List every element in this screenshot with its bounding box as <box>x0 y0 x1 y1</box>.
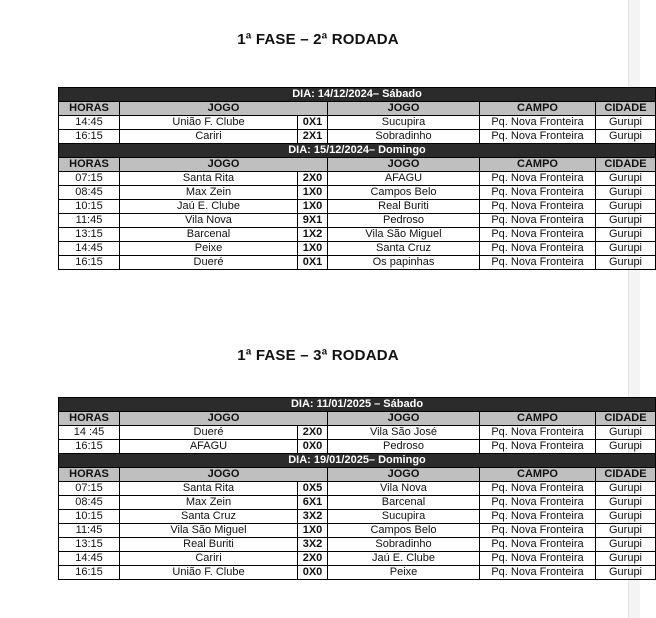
header-campo: CAMPO <box>480 468 596 482</box>
day-header-row <box>59 454 656 468</box>
game-time: 11:45 <box>59 524 120 538</box>
game-score: 1X0 <box>298 524 328 538</box>
game-row <box>59 510 656 524</box>
game-row <box>59 524 656 538</box>
game-row <box>59 426 656 440</box>
game-time: 14:45 <box>59 116 120 130</box>
header-cidade: CIDADE <box>596 102 656 116</box>
header-campo: CAMPO <box>480 158 596 172</box>
game-field: Pq. Nova Fronteira <box>480 228 596 242</box>
away-team: AFAGU <box>328 172 480 186</box>
game-city: Gurupi <box>596 538 656 552</box>
game-score: 1X0 <box>298 242 328 256</box>
game-row <box>59 214 656 228</box>
away-team: Vila Nova <box>328 482 480 496</box>
game-score: 2X0 <box>298 552 328 566</box>
home-team: União F. Clube <box>120 116 298 130</box>
game-time: 14:45 <box>59 242 120 256</box>
game-city: Gurupi <box>596 566 656 580</box>
game-city: Gurupi <box>596 116 656 130</box>
game-time: 16:15 <box>59 256 120 270</box>
home-team: Vila Nova <box>120 214 298 228</box>
home-team: Cariri <box>120 130 298 144</box>
day-label: DIA: 19/01/2025– Domingo <box>59 454 656 468</box>
game-field: Pq. Nova Fronteira <box>480 524 596 538</box>
game-row <box>59 200 656 214</box>
home-team: Real Buriti <box>120 538 298 552</box>
header-horas: HORAS <box>59 102 120 116</box>
game-row <box>59 256 656 270</box>
game-time: 14:45 <box>59 552 120 566</box>
game-row <box>59 496 656 510</box>
game-field: Pq. Nova Fronteira <box>480 214 596 228</box>
game-field: Pq. Nova Fronteira <box>480 242 596 256</box>
game-score: 0X0 <box>298 566 328 580</box>
round-3-title: 1ª FASE – 3ª RODADA <box>237 347 399 364</box>
game-field: Pq. Nova Fronteira <box>480 482 596 496</box>
game-city: Gurupi <box>596 200 656 214</box>
game-row <box>59 440 656 454</box>
game-field: Pq. Nova Fronteira <box>480 440 596 454</box>
away-team: Campos Belo <box>328 524 480 538</box>
game-city: Gurupi <box>596 524 656 538</box>
game-field: Pq. Nova Fronteira <box>480 426 596 440</box>
column-header-row <box>59 102 656 116</box>
game-row <box>59 566 656 580</box>
header-cidade: CIDADE <box>596 158 656 172</box>
away-team: Real Buriti <box>328 200 480 214</box>
away-team: Pedroso <box>328 214 480 228</box>
game-time: 16:15 <box>59 130 120 144</box>
column-header-row <box>59 412 656 426</box>
home-team: Barcenal <box>120 228 298 242</box>
header-jogo-home: JOGO <box>120 468 328 482</box>
header-jogo-away: JOGO <box>328 412 480 426</box>
away-team: Sucupira <box>328 510 480 524</box>
game-score: 0X0 <box>298 440 328 454</box>
away-team: Pedroso <box>328 440 480 454</box>
game-row <box>59 172 656 186</box>
game-score: 9X1 <box>298 214 328 228</box>
home-team: Santa Rita <box>120 482 298 496</box>
home-team: Max Zein <box>120 496 298 510</box>
column-header-row <box>59 158 656 172</box>
round-2-table <box>58 87 656 270</box>
game-row <box>59 482 656 496</box>
game-city: Gurupi <box>596 510 656 524</box>
game-city: Gurupi <box>596 228 656 242</box>
game-field: Pq. Nova Fronteira <box>480 186 596 200</box>
game-field: Pq. Nova Fronteira <box>480 256 596 270</box>
game-score: 0X5 <box>298 482 328 496</box>
header-cidade: CIDADE <box>596 468 656 482</box>
game-field: Pq. Nova Fronteira <box>480 116 596 130</box>
home-team: Jaú E. Clube <box>120 200 298 214</box>
day-label: DIA: 14/12/2024– Sábado <box>59 88 656 102</box>
away-team: Barcenal <box>328 496 480 510</box>
game-row <box>59 242 656 256</box>
game-field: Pq. Nova Fronteira <box>480 510 596 524</box>
game-row <box>59 130 656 144</box>
game-city: Gurupi <box>596 256 656 270</box>
game-row <box>59 228 656 242</box>
game-row <box>59 186 656 200</box>
home-team: Cariri <box>120 552 298 566</box>
home-team: União F. Clube <box>120 566 298 580</box>
game-time: 16:15 <box>59 440 120 454</box>
header-campo: CAMPO <box>480 412 596 426</box>
header-jogo-home: JOGO <box>120 412 328 426</box>
home-team: Peixe <box>120 242 298 256</box>
home-team: Santa Rita <box>120 172 298 186</box>
game-row <box>59 552 656 566</box>
game-score: 3X2 <box>298 510 328 524</box>
game-field: Pq. Nova Fronteira <box>480 566 596 580</box>
game-field: Pq. Nova Fronteira <box>480 496 596 510</box>
game-time: 13:15 <box>59 228 120 242</box>
game-score: 3X2 <box>298 538 328 552</box>
home-team: Dueré <box>120 426 298 440</box>
game-score: 6X1 <box>298 496 328 510</box>
game-time: 14 :45 <box>59 426 120 440</box>
game-city: Gurupi <box>596 552 656 566</box>
away-team: Peixe <box>328 566 480 580</box>
header-jogo-home: JOGO <box>120 102 328 116</box>
game-city: Gurupi <box>596 482 656 496</box>
game-time: 08:45 <box>59 186 120 200</box>
away-team: Campos Belo <box>328 186 480 200</box>
game-time: 10:15 <box>59 200 120 214</box>
header-jogo-home: JOGO <box>120 158 328 172</box>
game-time: 07:15 <box>59 482 120 496</box>
game-score: 1X0 <box>298 200 328 214</box>
game-field: Pq. Nova Fronteira <box>480 538 596 552</box>
game-score: 2X1 <box>298 130 328 144</box>
game-city: Gurupi <box>596 440 656 454</box>
day-label: DIA: 15/12/2024– Domingo <box>59 144 656 158</box>
game-city: Gurupi <box>596 186 656 200</box>
game-row <box>59 116 656 130</box>
header-jogo-away: JOGO <box>328 158 480 172</box>
game-city: Gurupi <box>596 214 656 228</box>
game-city: Gurupi <box>596 130 656 144</box>
header-campo: CAMPO <box>480 102 596 116</box>
game-field: Pq. Nova Fronteira <box>480 130 596 144</box>
game-field: Pq. Nova Fronteira <box>480 200 596 214</box>
day-header-row <box>59 398 656 412</box>
header-horas: HORAS <box>59 468 120 482</box>
header-horas: HORAS <box>59 158 120 172</box>
game-field: Pq. Nova Fronteira <box>480 172 596 186</box>
game-city: Gurupi <box>596 172 656 186</box>
game-time: 11:45 <box>59 214 120 228</box>
game-field: Pq. Nova Fronteira <box>480 552 596 566</box>
header-jogo-away: JOGO <box>328 468 480 482</box>
game-score: 1X0 <box>298 186 328 200</box>
game-time: 08:45 <box>59 496 120 510</box>
home-team: Max Zein <box>120 186 298 200</box>
header-jogo-away: JOGO <box>328 102 480 116</box>
home-team: AFAGU <box>120 440 298 454</box>
game-time: 13:15 <box>59 538 120 552</box>
away-team: Sobradinho <box>328 538 480 552</box>
away-team: Santa Cruz <box>328 242 480 256</box>
game-city: Gurupi <box>596 242 656 256</box>
game-city: Gurupi <box>596 426 656 440</box>
away-team: Sobradinho <box>328 130 480 144</box>
game-score: 0X1 <box>298 116 328 130</box>
game-score: 0X1 <box>298 256 328 270</box>
away-team: Os papinhas <box>328 256 480 270</box>
game-score: 2X0 <box>298 172 328 186</box>
home-team: Dueré <box>120 256 298 270</box>
day-header-row <box>59 144 656 158</box>
game-time: 07:15 <box>59 172 120 186</box>
column-header-row <box>59 468 656 482</box>
home-team: Santa Cruz <box>120 510 298 524</box>
away-team: Jaú E. Clube <box>328 552 480 566</box>
away-team: Vila São Miguel <box>328 228 480 242</box>
game-score: 2X0 <box>298 426 328 440</box>
header-cidade: CIDADE <box>596 412 656 426</box>
round-3-table <box>58 397 656 580</box>
round-2-title: 1ª FASE – 2ª RODADA <box>237 31 399 48</box>
away-team: Sucupira <box>328 116 480 130</box>
day-label: DIA: 11/01/2025 – Sábado <box>59 398 656 412</box>
game-row <box>59 538 656 552</box>
game-time: 10:15 <box>59 510 120 524</box>
game-city: Gurupi <box>596 496 656 510</box>
home-team: Vila São Miguel <box>120 524 298 538</box>
day-header-row <box>59 88 656 102</box>
away-team: Vila São José <box>328 426 480 440</box>
header-horas: HORAS <box>59 412 120 426</box>
game-score: 1X2 <box>298 228 328 242</box>
game-time: 16:15 <box>59 566 120 580</box>
